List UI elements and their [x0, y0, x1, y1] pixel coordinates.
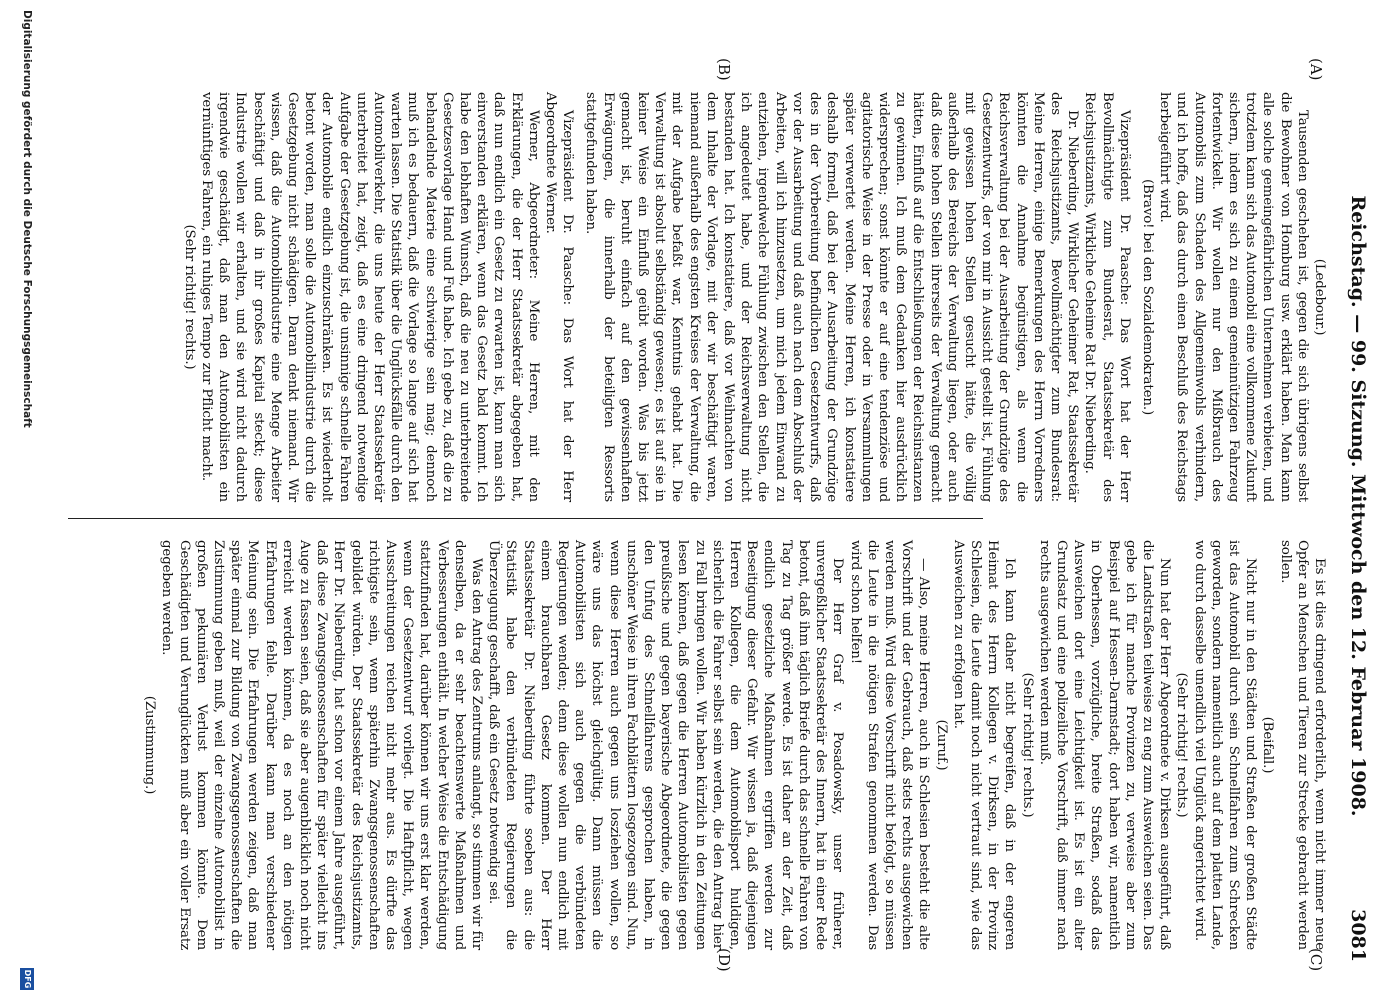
interjection: (Zustimmung.) — [142, 695, 158, 795]
interjection: (Sehr richtig! rechts.) — [181, 224, 197, 370]
right-column — [68, 540, 1328, 950]
running-head: Reichstag. — 99. Sitzung. Mittwoch den 12. Februar 1908. — [1347, 195, 1369, 817]
interjection: (Bravo! bei den Sozialdemokraten.) — [1139, 178, 1155, 416]
interjection: (Sehr richtig! rechts.) — [1174, 672, 1190, 818]
column-divider — [68, 518, 983, 519]
interjection: (Zuruf.) — [933, 719, 949, 771]
paragraph: Der Herr Graf v. Posadowsky, unser früherer, unvergeßlicher Staatssekretär des Innern, hat in einer Rede betont, daß ihm täglich Briefe durch das schnelle Fahren von Tag zu Tag größer werde. Es ist daher an der Zeit, daß endlich gesetzliche Maßnahmen ergriffen werden zur Beseitigung dieser Gefahr. Wir wissen ja, daß diejenigen Herren Kollegen, die dem Automobilsport huldigen, sicherlich die Fahrer selbst sein werden, die den Antrag hier zu Fall bringen wollen. Wir haben kürzlich in den Zeitungen lesen können, daß gegen die Herren Automobilisten gegen preußische und gegen bayerische Abgeordnete, die gegen den Unfug des Schnellfahrens gesprochen haben, in unschöner Weise in ihren Fachblättern losgezogen sind. Nun, wenn diese Herren auch gegen uns losziehen wollen, so wäre uns das höchst gleichgültig. Dann müssen die Automobilisten sich auch gegen die verbündeten Regierungen wenden; denn diese wollen nun endlich mit einem brauchbaren Gesetz kommen. Der Herr Staatssekretär Dr. Nieberding führte soeben aus: die Statistik habe den verbündeten Regierungen die Überzeugung geschafft, daß ein Gesetz notwendig sei. — [486, 540, 846, 950]
paragraph: Dr. Nieberding, Wirklicher Geheimer Rat, Staatssekretär des Reichsjustizamts, Bevollmächtigter zum Bundesrat: Meine Herren, einige Bemerkungen des Herrn Vorredners könnten die Annahme begünstigen, als wenn die Reichsverwaltung bei der Ausarbeitung der Grundzüge des Gesetzentwurfs, der von mir in Aussicht gestellt ist, Fühlung mit gewissen hohen Stellen gesucht hätte, die völlig außerhalb des Bereichs der Verwaltung liegen, oder auch daß diese hohen Stellen ihrerseits der Verwaltung gemacht hätten, Einfluß auf die Entschließungen der Reichsinstanzen zu gewinnen. Ich muß dem Gedanken hier ausdrücklich widersprechen; sonst könnte er auf eine tendenziöse und agitatorische Weise in der Presse oder in Versammlungen später verwertet werden. Meine Herren, ich konstatiere deshalb formell, daß bei der Ausarbeitung der Grundzüge des in der Vorbereitung befindlichen Gesetzentwurfs, daß vor der Ausarbeitung und daß auch nach dem Abschluß der Arbeiten, will ich hinzusetzen, um mich jedem Einwand zu entziehen, irgendwelche Fühlung zwischen den Stellen, die ich angedeutet habe, und der Reichsverwaltung nicht bestanden hat. Ich konstatiere, daß vor Weihnachten von dem Inhalte der Vorlage, mit der wir beschäftigt waren, niemand außerhalb des engsten Kreises der Verwaltung, die mit der Aufgabe befaßt war, Kenntnis gehabt hat. Die Verwaltung ist absolut selbständig gewesen; es ist auf sie in keiner Weise ein Einfluß geübt worden. Was bis jetzt gemacht ist, beruht einfach auf den gewissenhaften Erwägungen, die innerhalb der beteiligten Ressorts stattgefunden haben. — [583, 92, 1081, 502]
interjection: (Sehr richtig! rechts.) — [1019, 672, 1035, 818]
page-header — [1335, 50, 1375, 962]
speaker-tag: (Ledebour.) — [1312, 258, 1327, 336]
paragraph: Was den Antrag des Zentrums anlangt, so stimmen wir für denselben, da er sehr beachtenswerte Maßnahmen und Verbesserungen enthält. In welcher Weise die Entschädigung stattzufinden hat, darüber können wir uns erst klar werden, wenn der Gesetzentwurf vorliegt. Die Haftpflicht, wegen Ausschreitungen reichen nicht mehr aus. Es dürfte das richtigste sein, wenn späterhin Zwangsgenossenschaften gebildet würden. Der Staatssekretär des Reichsjustizamts, Herr Dr. Nieberding, hat schon vor einem Jahre ausgeführt, daß diese Zwangsgenossenschaften für später vielleicht ins Auge zu fassen seien, daß sie aber augenblicklich noch nicht erreicht werden können, da es noch an den nötigen Erfahrungen fehle. Darüber kann man verschiedener Meinung sein. Die Erfahrungen werden zeigen, daß man später einmal zur Bildung von Zwangsgenossenschaften die Zustimmung geben muß, weil der einzelne Automobilist in großen pekuniären Verlust kommen könnte. Dem Geschädigten und Verunglückten muß aber ein voller Ersatz gegeben werden. — [159, 540, 485, 950]
paragraph: Nicht nur in den Städten und Straßen der großen Städte ist das Automobil durch sein Schnellfahren zum Schrecken geworden, sondern namentlich auch auf dem platten Lande, wo durch dasselbe unendlich viel Unglück angerichtet wird. — [1191, 540, 1259, 950]
paragraph: Werner, Abgeordneter: Meine Herren, mit den Erklärungen, die der Herr Staatssekretär abgegeben hat, daß nun endlich ein Gesetz zu erwarten ist, kann man sich einverstanden erklären, wenn das Gesetz bald kommt. Ich habe den lebhaften Wunsch, daß die neu zu unterbreitende Gesetzesvorlage Hand und Fuß habe. Ich gebe zu, daß die zu behandelnde Materie eine schwierige sein mag; dennoch muß ich es bedauern, daß die Vorlage so lange auf sich hat warten lassen. Die Statistik über die Unglücksfälle durch den Automobilverkehr, die uns heute der Herr Staatssekretär unterbreitet hat, zeigt, daß es eine dringend notwendige Aufgabe der Gesetzgebung ist, die unsinnige schnelle Fahren der Automobile endlich einzuschränken. Es ist wiederholt betont worden, man solle die Automobilindustrie durch die Gesetzgebung nicht schädigen. Daran denkt niemand. Wir wissen, daß die Automobilindustrie eine Menge Arbeiter beschäftigt und daß in ihr großes Kapital steckt; diese Industrie wollen wir erhalten, und sie wird nicht dadurch irgendwie geschädigt, daß man den Automobilisten ein vernünftiges Fahren, ein ruhiges Tempo zur Pflicht macht. — [199, 92, 541, 502]
section-marker-c: (C) — [1307, 948, 1325, 972]
paragraph: Es ist dies dringend erforderlich, wenn nicht immer neue Opfer an Menschen und Tieren zur Strecke gebracht werden sollen. — [1277, 540, 1327, 950]
digitization-credit: Digitalisierung gefördert durch die Deutsche Forschungsgemeinschaft — [21, 10, 33, 428]
page-number: 3081 — [1347, 909, 1369, 962]
paragraph: Tausenden geschehen ist, gegen die sich übrigens selbst die Bewohner von Homburg usw. erklärt haben. Man kann alle solche gemeingefährlichen Unternehmen verbieten, und trotzdem kann sich das Automobil eine vollkommene Zukunft sichern, indem es sich zu einem gemeinnützigen Fahrzeug fortentwickelt. Wir wollen nur den Mißbrauch des Automobils zum Schaden des Allgemeinwohls verhindern, und ich hoffe, daß das durch einen Beschluß des Reichstags herbeigeführt wird. — [1157, 92, 1310, 502]
section-marker-b: (B) — [715, 58, 733, 81]
paragraph: Vizepräsident Dr. Paasche: Das Wort hat der Herr Abgeordnete Werner. — [543, 92, 576, 502]
paragraph: Vizepräsident Dr. Paasche: Das Wort hat der Herr Bevollmächtigte zum Bundesrat, Staatssekretär des Reichsjustizamts, Wirkliche Geheime Rat Dr. Nieberding. — [1082, 92, 1132, 502]
paragraph: Ich kann daher nicht begreifen, daß in der engeren Heimat des Herrn Kollegen v. Dirksen, in der Provinz Schlesien, die Leute damit noch nicht vertraut sind, wie das Ausweichen zu erfolgen hat. — [950, 540, 1018, 950]
paragraph: Nun hat der Herr Abgeordnete v. Dirksen ausgeführt, daß die Landstraßen teilweise zu eng zum Ausweichen seien. Das gebe ich für manche Provinzen zu, verweise aber zum Beispiel auf Hessen-Darmstadt; dort haben wir, namentlich in Oberhessen, vorzügliche, breite Straßen, sodaß das Ausweichen dort eine Leichtigkeit ist. Es ist ein alter Grundsatz und eine polizeiliche Vorschrift, daß immer nach rechts ausgewichen werden muß. — [1036, 540, 1173, 950]
left-column — [68, 92, 1328, 502]
section-marker-d: (D) — [715, 948, 733, 972]
dfg-logo: DFG — [20, 968, 34, 990]
interjection: (Beifall.) — [1260, 716, 1276, 774]
paragraph: — Also, meine Herren, auch in Schlesien besteht die alte Vorschrift und der Gebrauch, daß stets rechts ausgewichen werden muß. Wird diese Vorschrift nicht befolgt, so müssen die Leute in die nötigen Strafen genommen werden. Das wird schon helfen! — [847, 540, 932, 950]
section-marker-a: (A) — [1307, 58, 1325, 81]
